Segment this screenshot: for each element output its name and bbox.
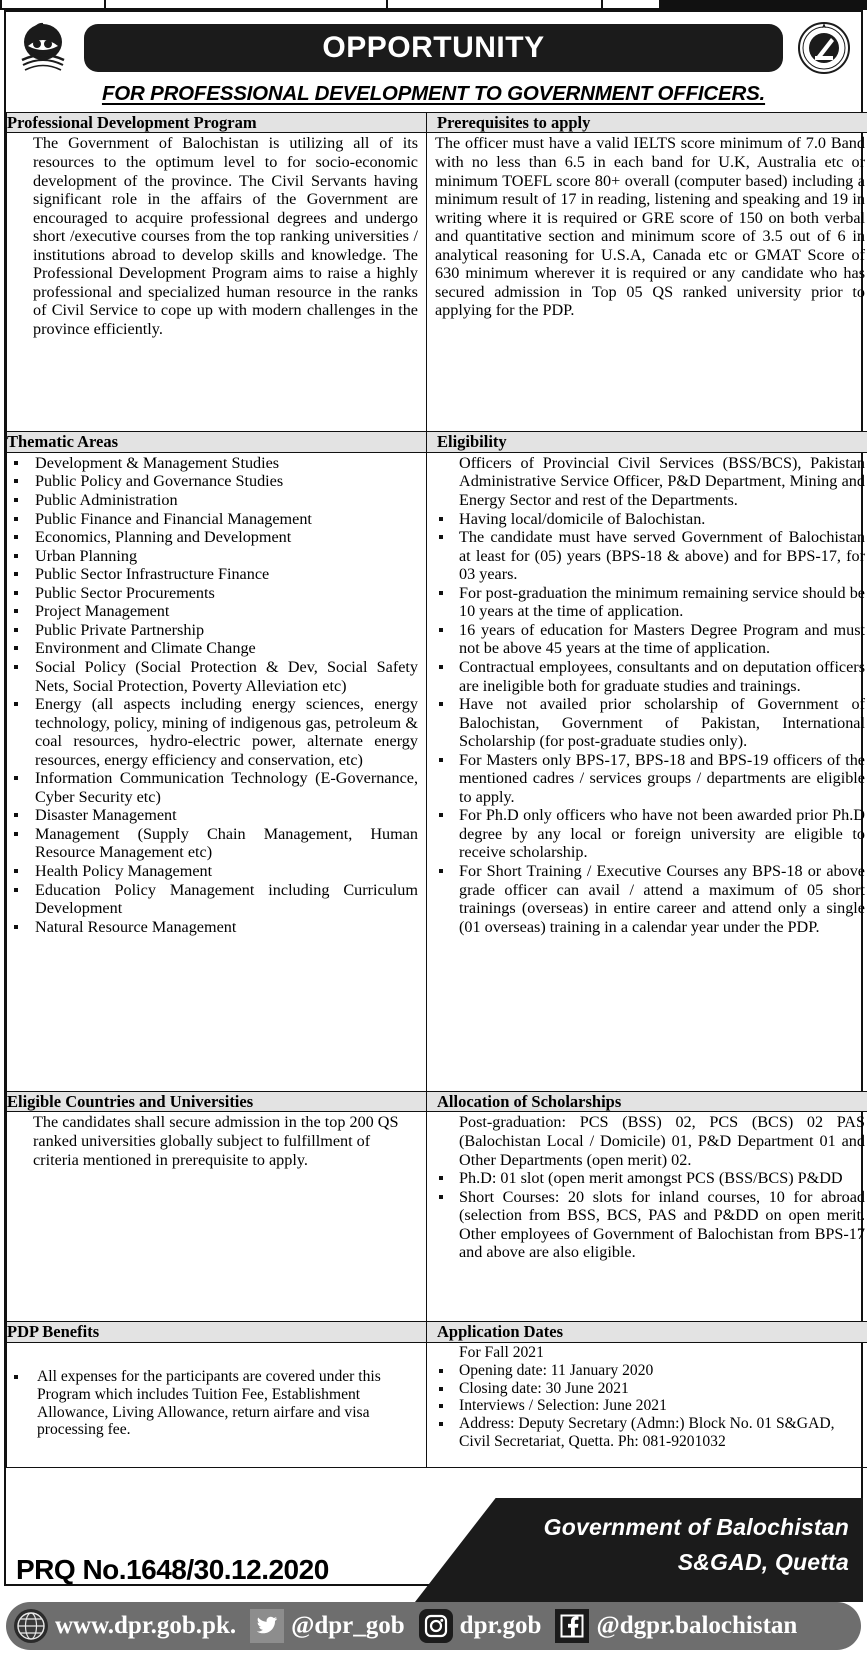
section-header-eligible-countries: Eligible Countries and Universities bbox=[7, 1091, 427, 1111]
table-row bbox=[7, 1322, 867, 1342]
cell-thematic-areas bbox=[7, 452, 427, 1091]
government-line-2: S&GAD, Quetta bbox=[677, 1548, 849, 1575]
content-table bbox=[6, 112, 867, 1468]
globe-icon bbox=[14, 1609, 48, 1643]
cell-prerequisites-body bbox=[427, 133, 867, 432]
list-item: For Ph.D only officers who have not been awarded prior Ph.D degree by any local or foreign university are eligible to receive scholarship. bbox=[429, 806, 865, 862]
list-item: Contractual employees, consultants and on deputation officers are ineligible both for graduate studies and trainings. bbox=[429, 658, 865, 695]
adjacent-page-table-fragment bbox=[0, 0, 867, 10]
list-item: Disaster Management bbox=[9, 806, 418, 825]
balochistan-government-crest bbox=[16, 20, 70, 76]
list-item: Public Sector Infrastructure Finance bbox=[9, 565, 418, 584]
section-header-professional-development-program: Professional Development Program bbox=[7, 113, 427, 133]
list-item: Short Courses: 20 slots for inland courses, 10 for abroad (selection from BSS, BCS, PAS and P&DD on open merit. Other employees of Government of Balochistan from BPS-17 and above are also eligible. bbox=[429, 1188, 865, 1262]
twitter-handle[interactable]: @dpr_gob bbox=[291, 1612, 405, 1639]
page-subtitle: FOR PROFESSIONAL DEVELOPMENT TO GOVERNMENT OFFICERS. bbox=[101, 82, 766, 105]
section-header-allocation: Allocation of Scholarships bbox=[427, 1091, 867, 1111]
cell-application-dates bbox=[427, 1342, 867, 1467]
list-item: All expenses for the participants are covered under this Program which includes Tuition Fee, Establishment Allowance, Living Allowance, return airfare and visa processing fee. bbox=[9, 1368, 418, 1439]
table-row bbox=[7, 113, 867, 133]
list-item: For post-graduation the minimum remaining service should be 10 years at the time of application. bbox=[429, 584, 865, 621]
facebook-handle[interactable]: @dgpr.balochistan bbox=[596, 1612, 798, 1639]
section-header-pdp-benefits: PDP Benefits bbox=[7, 1322, 427, 1342]
banner bbox=[6, 12, 861, 78]
cell-allocation bbox=[427, 1112, 867, 1322]
balochistan-public-service-commission-crest bbox=[797, 20, 851, 76]
list-item: Environment and Climate Change bbox=[9, 639, 418, 658]
allocation-list bbox=[429, 1113, 865, 1261]
table-row bbox=[7, 1342, 867, 1467]
cell-pdp-body bbox=[7, 133, 427, 432]
application-dates-intro: For Fall 2021 bbox=[459, 1343, 544, 1361]
list-item: 16 years of education for Masters Degree Program and must not be above 45 years at the time of application. bbox=[429, 621, 865, 658]
thematic-areas-list bbox=[9, 454, 418, 936]
pdp-paragraph: The Government of Balochistan is utilizing all of its resources to the optimum level to for socio-economic development of the province. The Civil Servants having significant role in the affairs of the Government are encouraged to acquire professional degrees and undergo short /executive courses from the top ranking universities / institutions abroad to develop skills and knowledge. The Professional Development Program aims to raise a highly professional and specialized human resource in the ranks of Civil Service to cope up with modern challenges in the province efficiently. bbox=[33, 134, 418, 338]
allocation-intro: Post-graduation: PCS (BSS) 02, PCS (BCS) 02 PAS (Balochistan Local / Domicile) 01, P&D Department 01 and Other Departments (open merit) 02. bbox=[459, 1113, 865, 1169]
list-item: Address: Deputy Secretary (Admn:) Block No. 01 S&GAD, Civil Secretariat, Quetta. Ph: 081-9201032 bbox=[429, 1415, 865, 1451]
instagram-handle[interactable]: dpr.gob bbox=[459, 1612, 542, 1639]
application-dates-list bbox=[429, 1344, 865, 1451]
government-identity bbox=[429, 1510, 849, 1579]
list-item: Public Policy and Governance Studies bbox=[9, 472, 418, 491]
table-row bbox=[7, 452, 867, 1091]
footer bbox=[4, 1498, 863, 1655]
eligibility-intro: Officers of Provincial Civil Services (BSS/BCS), Pakistan Administrative Service Officer, P&D Department, Mining and Energy Sector and rest of the Departments. bbox=[459, 453, 865, 510]
list-item: Development & Management Studies bbox=[9, 454, 418, 473]
prerequisites-paragraph: The officer must have a valid IELTS score minimum of 7.0 Band with no less than 6.5 in each band for U.K, Australia etc or minimum TOEFL score 80+ overall (computer based) including a minimum result of 17 in reading, listening and speaking and 19 in writing where it is required or GRE score of 150 on both verbal and quantitative section and minimum score of 3.5 out of 6 in analytical reasoning for U.S.A, Canada etc or GMAT Score of 630 minimum wherever it is required or any candidate who has secured admission in Top 05 QS ranked university prior to applying for the PDP. bbox=[435, 134, 865, 320]
list-item: Ph.D: 01 slot (open merit amongst PCS (BSS/BCS) P&DD bbox=[429, 1169, 865, 1188]
table-row bbox=[7, 1112, 867, 1322]
cell-pdp-benefits bbox=[7, 1342, 427, 1467]
cell-eligibility bbox=[427, 452, 867, 1091]
social-media-bar bbox=[6, 1602, 861, 1650]
list-item: Economics, Planning and Development bbox=[9, 528, 418, 547]
eligibility-list bbox=[429, 454, 865, 936]
opportunity-title-pill bbox=[84, 24, 783, 72]
list-item: Public Finance and Financial Management bbox=[9, 510, 418, 529]
list-item: Public Private Partnership bbox=[9, 621, 418, 640]
table-row bbox=[7, 432, 867, 452]
eligible-countries-paragraph: The candidates shall secure admission in the top 200 QS ranked universities globally subject to fulfillment of criteria mentioned in prerequisite to apply. bbox=[33, 1113, 399, 1169]
list-item: Opening date: 11 January 2020 bbox=[429, 1362, 865, 1380]
section-header-prerequisites: Prerequisites to apply bbox=[427, 113, 867, 133]
list-item: For Short Training / Executive Courses any BPS-18 or above grade officer can avail / attend a maximum of 05 short trainings (overseas) in entire career and attend only a single (01 overseas) training in a calendar year under the PDP. bbox=[429, 862, 865, 936]
list-item: Public Sector Procurements bbox=[9, 584, 418, 603]
page-title: OPPORTUNITY bbox=[322, 31, 545, 64]
table-row bbox=[7, 1091, 867, 1111]
section-header-eligibility: Eligibility bbox=[427, 432, 867, 452]
list-item: Health Policy Management bbox=[9, 862, 418, 881]
government-line-1: Government of Balochistan bbox=[543, 1514, 849, 1540]
list-item: For Masters only BPS-17, BPS-18 and BPS-19 officers of the mentioned cadres / services groups / departments are eligible to apply. bbox=[429, 751, 865, 807]
prq-number: PRQ No.1648/30.12.2020 bbox=[16, 1554, 329, 1585]
twitter-icon[interactable] bbox=[250, 1609, 284, 1643]
cell-eligible-countries bbox=[7, 1112, 427, 1322]
list-item: Natural Resource Management bbox=[9, 918, 418, 937]
list-item: Project Management bbox=[9, 602, 418, 621]
list-item: Social Policy (Social Protection & Dev, Social Safety Nets, Social Protection, Poverty Alleviation etc) bbox=[9, 658, 418, 695]
list-item: The candidate must have served Government of Balochistan at least for (05) years (BPS-18 & above) and for BPS-17, for 03 years. bbox=[429, 528, 865, 584]
list-item: Information Communication Technology (E-Governance, Cyber Security etc) bbox=[9, 769, 418, 806]
section-header-thematic-areas: Thematic Areas bbox=[7, 432, 427, 452]
list-item: Interviews / Selection: June 2021 bbox=[429, 1397, 865, 1415]
advert-frame bbox=[4, 10, 863, 1586]
list-item: Having local/domicile of Balochistan. bbox=[429, 510, 865, 529]
list-item: Public Administration bbox=[9, 491, 418, 510]
pdp-benefits-list bbox=[9, 1344, 418, 1439]
facebook-icon[interactable] bbox=[555, 1609, 589, 1643]
list-item: Urban Planning bbox=[9, 547, 418, 566]
list-item: Energy (all aspects including energy sciences, energy technology, policy, mining of indigenous gas, petroleum & coal resources, hydro-electric power, alternate energy resources, energy efficiency and conservation, etc) bbox=[9, 695, 418, 769]
list-item: Education Policy Management including Curriculum Development bbox=[9, 881, 418, 918]
list-item: Closing date: 30 June 2021 bbox=[429, 1380, 865, 1398]
section-header-application-dates: Application Dates bbox=[427, 1322, 867, 1342]
table-row bbox=[7, 133, 867, 432]
list-item: Management (Supply Chain Management, Human Resource Management etc) bbox=[9, 825, 418, 862]
website-label[interactable]: www.dpr.gob.pk. bbox=[55, 1612, 237, 1639]
list-item: Have not availed prior scholarship of Government of Balochistan, Government of Pakistan, International Scholarship (for post-graduate studies only). bbox=[429, 695, 865, 751]
instagram-icon[interactable] bbox=[419, 1609, 453, 1643]
